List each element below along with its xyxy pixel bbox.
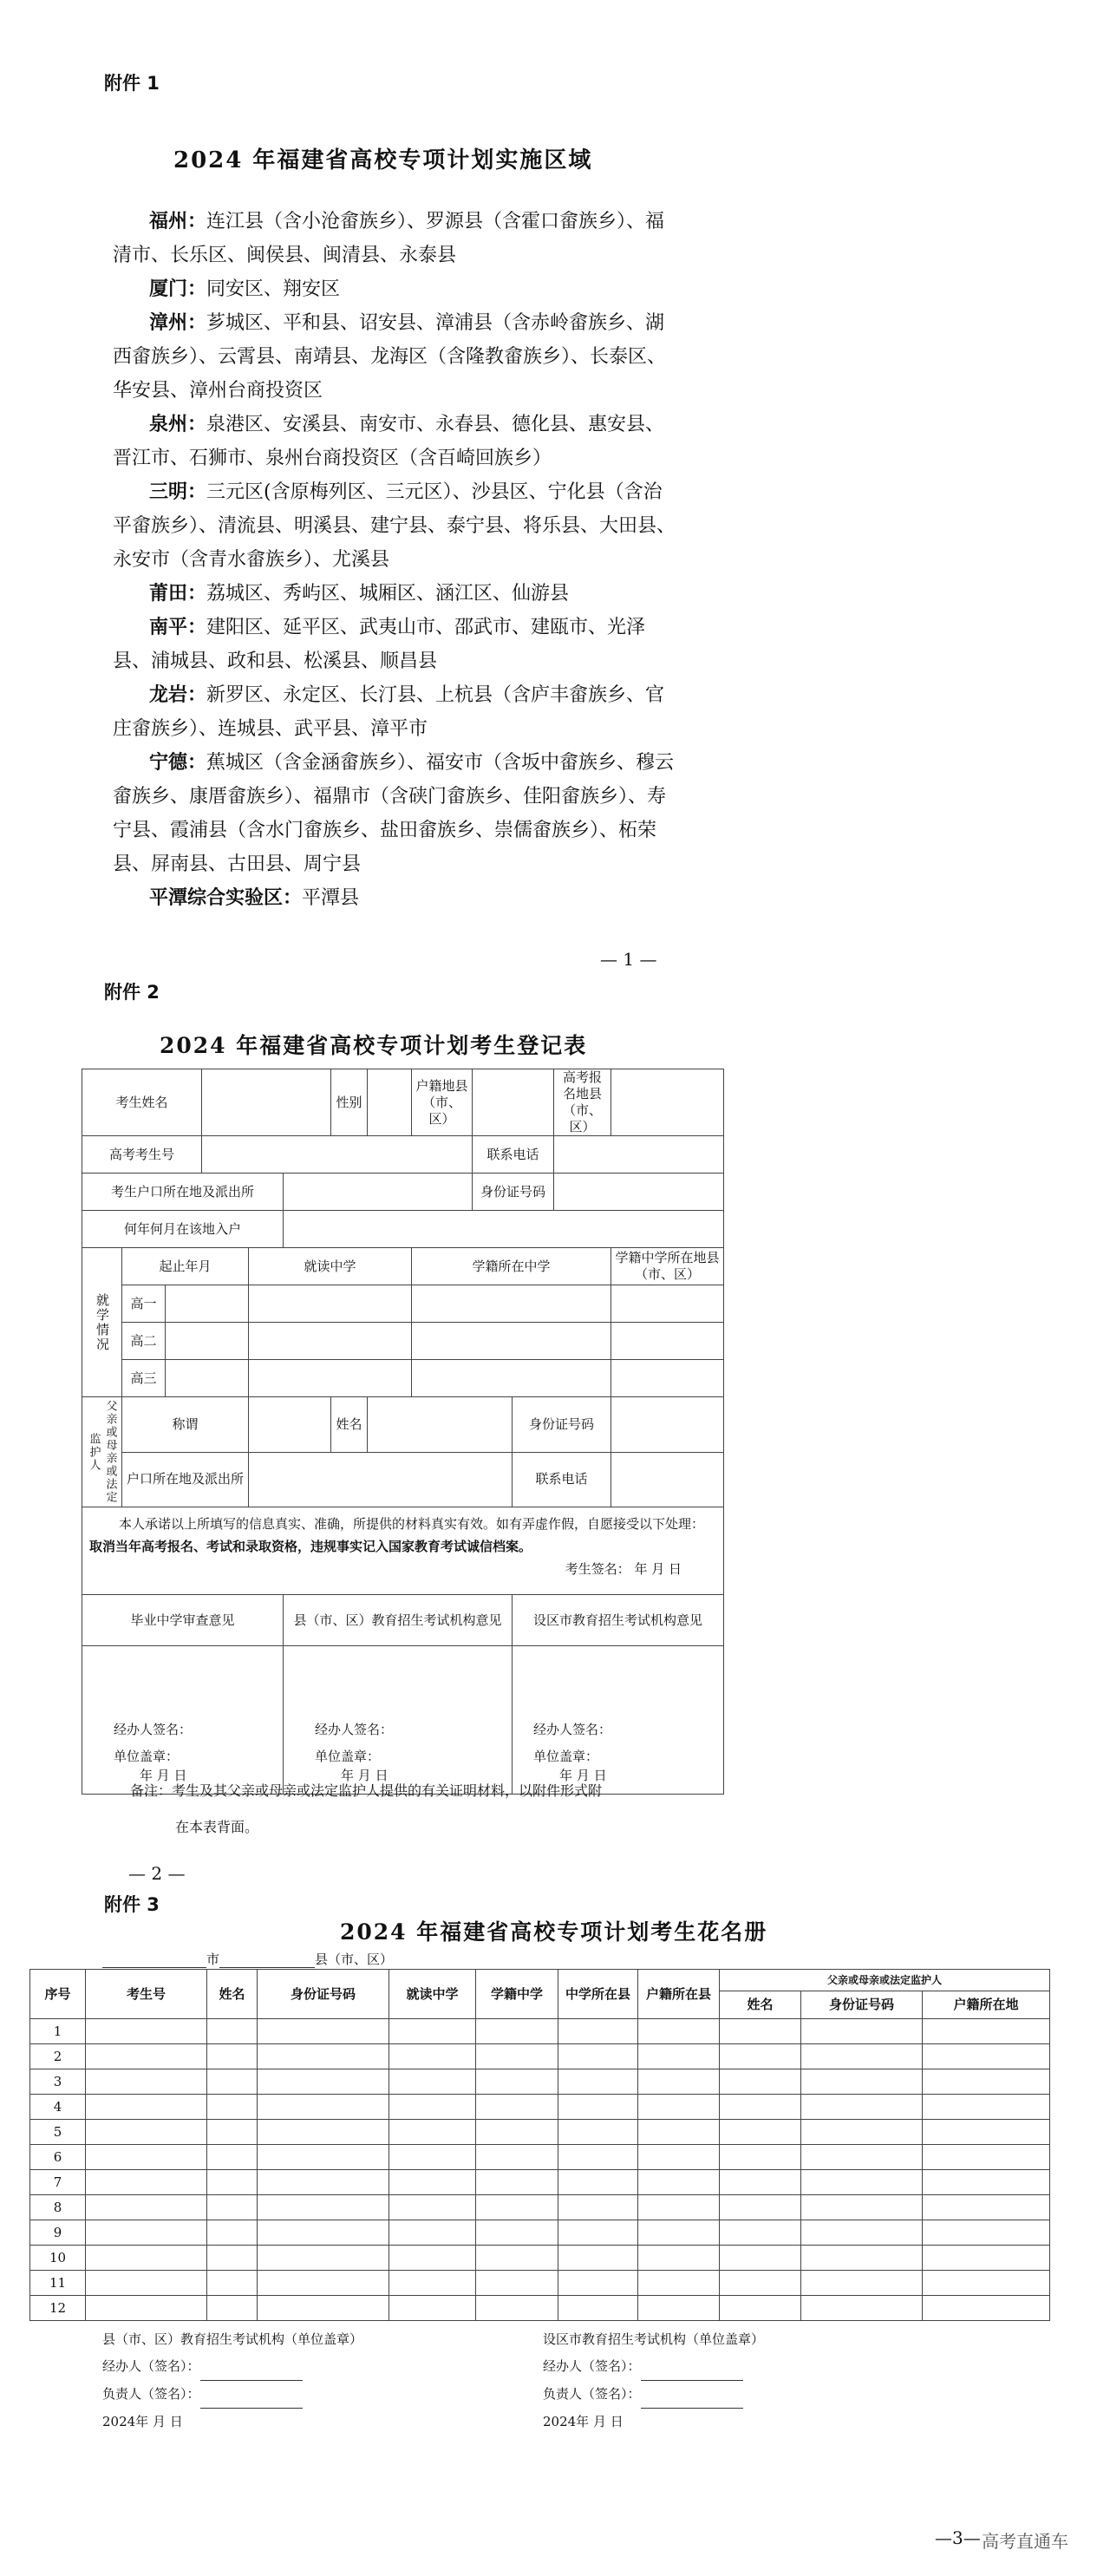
right-signature-block: [543, 2326, 764, 2435]
note-line-2: 在本表背面。: [175, 1819, 259, 1835]
roster-cell[interactable]: [801, 2220, 923, 2246]
pledge-cell: [82, 1507, 724, 1595]
opinion-county[interactable]: [284, 1646, 513, 1795]
roster-cell[interactable]: [207, 2095, 258, 2120]
date-county: 年 月 日: [341, 1768, 388, 1783]
region-text: 建阳区、延平区、武夷山市、邵武市、建瓯市、光泽县、浦城县、政和县、松溪县、顺昌县: [113, 617, 646, 672]
label-guardian-id: 身份证号码: [513, 1397, 611, 1453]
roster-cell[interactable]: [720, 2120, 801, 2145]
roster-cell[interactable]: [86, 2095, 207, 2120]
table-row: [30, 2145, 1050, 2170]
hdr-name: 姓名: [207, 1970, 258, 2019]
roster-cell[interactable]: [801, 2069, 923, 2095]
roster-cell[interactable]: [801, 2271, 923, 2296]
roster-cell[interactable]: [389, 2044, 476, 2069]
handler-sign-school: 经办人签名：: [114, 1722, 193, 1737]
input-period-2[interactable]: [166, 1323, 249, 1360]
roster-cell[interactable]: [558, 2271, 638, 2296]
opinion-city[interactable]: [513, 1646, 724, 1795]
roster-cell[interactable]: [476, 2220, 558, 2246]
roster-cell[interactable]: [389, 2095, 476, 2120]
roster-cell[interactable]: [86, 2069, 207, 2095]
roster-cell[interactable]: [389, 2170, 476, 2195]
label-moved-in: 何年何月在该地入户: [82, 1211, 284, 1248]
roster-cell[interactable]: [638, 2296, 720, 2321]
input-guardian-id[interactable]: [611, 1397, 724, 1453]
region-paragraph: [113, 577, 676, 611]
input-guardian-phone[interactable]: [611, 1452, 724, 1507]
region-paragraph: [113, 475, 676, 577]
roster-cell[interactable]: [258, 2271, 389, 2296]
region-text: 同安区、翔安区: [206, 278, 341, 300]
roster-cell[interactable]: [476, 2296, 558, 2321]
row-number: 11: [30, 2271, 86, 2296]
input-exam-no[interactable]: [202, 1136, 473, 1174]
region-paragraph: [113, 408, 676, 475]
city-blank[interactable]: [102, 1952, 206, 1968]
roster-cell[interactable]: [720, 2220, 801, 2246]
row-number: 9: [30, 2220, 86, 2246]
label-hukou-police: 考生户口所在地及派出所: [82, 1174, 284, 1211]
input-school-1[interactable]: [249, 1285, 412, 1323]
opinion-header-city: 设区市教育招生考试机构意见: [513, 1595, 724, 1646]
region-paragraph: [113, 306, 676, 408]
roster-cell[interactable]: [258, 2296, 389, 2321]
roster-cell[interactable]: [258, 2044, 389, 2069]
table-row: [30, 2019, 1050, 2044]
table-row: [30, 2044, 1050, 2069]
input-relation[interactable]: [249, 1397, 331, 1453]
table-row: [30, 2220, 1050, 2246]
roster-cell[interactable]: [801, 2120, 923, 2145]
roster-cell[interactable]: [389, 2220, 476, 2246]
roster-cell[interactable]: [801, 2145, 923, 2170]
region-list: [113, 205, 676, 915]
roster-cell[interactable]: [558, 2296, 638, 2321]
region-name: 福州：: [149, 211, 207, 232]
table-row: [30, 2170, 1050, 2195]
roster-cell[interactable]: [86, 2145, 207, 2170]
watermark-text: 高考直通车: [982, 2531, 1068, 2552]
region-paragraph: [113, 746, 676, 881]
row-number: 4: [30, 2095, 86, 2120]
date-school: 年 月 日: [140, 1768, 187, 1783]
roster-cell[interactable]: [801, 2044, 923, 2069]
roster-cell[interactable]: [923, 2170, 1050, 2195]
input-school-reg-3[interactable]: [412, 1360, 611, 1397]
roster-cell[interactable]: [86, 2246, 207, 2271]
row-number: 5: [30, 2120, 86, 2145]
right-handler-blank[interactable]: [641, 2353, 743, 2381]
input-period-3[interactable]: [166, 1360, 249, 1397]
roster-cell[interactable]: [207, 2296, 258, 2321]
roster-cell[interactable]: [389, 2271, 476, 2296]
roster-cell[interactable]: [923, 2095, 1050, 2120]
roster-cell[interactable]: [558, 2044, 638, 2069]
roster-cell[interactable]: [638, 2246, 720, 2271]
region-name: 厦门：: [149, 278, 207, 300]
hdr-exam-no: 考生号: [86, 1970, 207, 2019]
roster-cell[interactable]: [86, 2296, 207, 2321]
roster-cell[interactable]: [720, 2145, 801, 2170]
roster-cell[interactable]: [638, 2095, 720, 2120]
label-school-reg: 学籍所在中学: [412, 1248, 611, 1285]
roster-cell[interactable]: [923, 2044, 1050, 2069]
roster-cell[interactable]: [720, 2019, 801, 2044]
roster-cell[interactable]: [923, 2220, 1050, 2246]
roster-cell[interactable]: [389, 2145, 476, 2170]
right-org: 设区市教育招生考试机构（单位盖章）: [543, 2331, 765, 2347]
input-gender[interactable]: [368, 1069, 412, 1136]
row-number: 2: [30, 2044, 86, 2069]
roster-cell[interactable]: [638, 2019, 720, 2044]
region-text: 新罗区、永定区、长汀县、上杭县（含庐丰畲族乡、官庄畲族乡）、连城县、武平县、漳平市: [113, 684, 665, 740]
right-leader-label: 负责人（签名）：: [543, 2386, 641, 2402]
roster-region-line: [102, 1950, 393, 1968]
input-school-reg-2[interactable]: [412, 1323, 611, 1360]
input-school-county-3[interactable]: [611, 1360, 724, 1397]
region-name: 宁德：: [149, 752, 207, 774]
page3-title: 2024 年福建省高校专项计划考生花名册: [340, 1919, 768, 1945]
label-id-no: 身份证号码: [473, 1174, 554, 1211]
table-row: [30, 2195, 1050, 2220]
region-name: 莆田：: [149, 583, 207, 605]
roster-cell[interactable]: [389, 2296, 476, 2321]
form-note: [130, 1778, 694, 1840]
roster-cell[interactable]: [923, 2296, 1050, 2321]
roster-cell[interactable]: [638, 2044, 720, 2069]
table-row: [30, 2271, 1050, 2296]
left-handler-label: 经办人（签名）：: [102, 2358, 200, 2374]
date-city: 年 月 日: [559, 1768, 607, 1783]
label-gender: 性别: [331, 1069, 368, 1136]
roster-cell[interactable]: [258, 2220, 389, 2246]
region-paragraph: [113, 611, 676, 678]
roster-cell[interactable]: [638, 2271, 720, 2296]
label-exam-county: 高考报名地县（市、区）: [554, 1069, 611, 1136]
pledge-bold-text: 取消当年高考报名、考试和录取资格，违规事实记入国家教育考试诚信档案。: [89, 1539, 532, 1554]
region-paragraph: [113, 881, 676, 915]
roster-cell[interactable]: [558, 2095, 638, 2120]
label-relation: 称谓: [122, 1397, 249, 1453]
roster-cell[interactable]: [638, 2170, 720, 2195]
region-name: 泉州：: [149, 414, 207, 435]
table-row: [30, 2246, 1050, 2271]
roster-cell[interactable]: [558, 2246, 638, 2271]
input-hukou-county[interactable]: [473, 1069, 554, 1136]
roster-cell[interactable]: [207, 2271, 258, 2296]
region-name: 龙岩：: [149, 684, 207, 706]
roster-cell[interactable]: [801, 2246, 923, 2271]
handler-sign-city: 经办人签名：: [533, 1722, 612, 1737]
roster-cell[interactable]: [258, 2195, 389, 2220]
table-row: [30, 2120, 1050, 2145]
attachment-2-label: 附件 2: [104, 982, 160, 1003]
label-grade-1: 高一: [122, 1285, 166, 1323]
roster-cell[interactable]: [558, 2069, 638, 2095]
label-exam-no: 高考考生号: [82, 1136, 202, 1174]
label-hukou-county: 户籍地县（市、区）: [412, 1069, 473, 1136]
input-school-2[interactable]: [249, 1323, 412, 1360]
table-row: [30, 2069, 1050, 2095]
row-number: 8: [30, 2195, 86, 2220]
roster-cell[interactable]: [801, 2019, 923, 2044]
hdr-guardian-id: 身份证号码: [801, 1991, 923, 2019]
input-school-county-2[interactable]: [611, 1323, 724, 1360]
roster-cell[interactable]: [207, 2220, 258, 2246]
label-guardian-name: 姓名: [331, 1397, 368, 1453]
attachment-1-label: 附件 1: [104, 73, 160, 94]
roster-cell[interactable]: [207, 2170, 258, 2195]
roster-cell[interactable]: [476, 2170, 558, 2195]
roster-cell[interactable]: [923, 2069, 1050, 2095]
page1-title: 2024 年福建省高校专项计划实施区域: [173, 147, 593, 173]
roster-cell[interactable]: [207, 2069, 258, 2095]
roster-cell[interactable]: [923, 2145, 1050, 2170]
label-guardian: 父亲或母亲或法定监护人: [82, 1397, 122, 1507]
page-number-1: — 1 —: [600, 949, 657, 970]
region-text: 芗城区、平和县、诏安县、漳浦县（含赤岭畲族乡、湖西畲族乡）、云霄县、南靖县、龙海区（含隆教畲族乡）、长泰区、华安县、漳州台商投资区: [113, 312, 667, 402]
left-leader-blank[interactable]: [200, 2381, 303, 2409]
roster-cell[interactable]: [720, 2195, 801, 2220]
roster-cell[interactable]: [923, 2120, 1050, 2145]
left-signature-block: [102, 2326, 362, 2435]
roster-cell[interactable]: [638, 2220, 720, 2246]
roster-cell[interactable]: [86, 2044, 207, 2069]
region-name: 三明：: [149, 481, 207, 503]
seal-city: 单位盖章：: [533, 1749, 599, 1764]
roster-cell[interactable]: [389, 2195, 476, 2220]
page-number-3: —3—: [935, 2527, 981, 2548]
roster-cell[interactable]: [258, 2120, 389, 2145]
county-label: 县（市、区）: [315, 1952, 394, 1967]
roster-cell[interactable]: [86, 2019, 207, 2044]
label-grade-2: 高二: [122, 1323, 166, 1360]
region-text: 连江县（含小沧畲族乡）、罗源县（含霍口畲族乡）、福清市、长乐区、闽侯县、闽清县、永泰县: [113, 211, 665, 266]
roster-cell[interactable]: [720, 2170, 801, 2195]
hdr-hukou-county: 户籍所在县: [638, 1970, 720, 2019]
left-date: 2024年 月 日: [102, 2414, 183, 2429]
roster-cell[interactable]: [801, 2170, 923, 2195]
input-school-3[interactable]: [249, 1360, 412, 1397]
roster-cell[interactable]: [476, 2120, 558, 2145]
student-signature[interactable]: 考生签名： 年 月 日: [565, 1561, 682, 1577]
roster-cell[interactable]: [207, 2246, 258, 2271]
hdr-school-county: 中学所在县: [558, 1970, 638, 2019]
roster-cell[interactable]: [389, 2019, 476, 2044]
roster-cell[interactable]: [258, 2069, 389, 2095]
label-period: 起止年月: [122, 1248, 249, 1285]
roster-cell[interactable]: [638, 2195, 720, 2220]
label-guardian-phone: 联系电话: [513, 1452, 611, 1507]
roster-cell[interactable]: [207, 2120, 258, 2145]
label-school-county: 学籍中学所在地县（市、区）: [611, 1248, 724, 1285]
roster-cell[interactable]: [558, 2145, 638, 2170]
roster-cell[interactable]: [923, 2019, 1050, 2044]
right-date: 2024年 月 日: [543, 2414, 624, 2429]
roster-cell[interactable]: [638, 2145, 720, 2170]
roster-cell[interactable]: [207, 2195, 258, 2220]
roster-cell[interactable]: [476, 2095, 558, 2120]
hdr-seq: 序号: [30, 1970, 86, 2019]
pledge-text: 本人承诺以上所填写的信息真实、准确，所提供的材料真实有效。如有弄虚作假，自愿接受以下处理：: [119, 1516, 705, 1532]
roster-cell[interactable]: [207, 2044, 258, 2069]
input-moved-in[interactable]: [284, 1211, 724, 1248]
seal-school: 单位盖章：: [114, 1749, 180, 1764]
roster-cell[interactable]: [476, 2019, 558, 2044]
hdr-guardian-hukou: 户籍所在地: [923, 1991, 1050, 2019]
region-name: 漳州：: [149, 312, 207, 334]
input-id-no[interactable]: [554, 1174, 724, 1211]
roster-cell[interactable]: [258, 2246, 389, 2271]
label-phone: 联系电话: [473, 1136, 554, 1174]
roster-cell[interactable]: [258, 2145, 389, 2170]
input-guardian-hukou[interactable]: [249, 1452, 513, 1507]
opinion-header-county: 县（市、区）教育招生考试机构意见: [284, 1595, 513, 1646]
roster-cell[interactable]: [207, 2019, 258, 2044]
attachment-3-label: 附件 3: [104, 1894, 160, 1915]
roster-cell[interactable]: [558, 2195, 638, 2220]
note-line-1: 备注：考生及其父亲或母亲或法定监护人提供的有关证明材料，以附件形式附: [130, 1782, 603, 1799]
roster-cell[interactable]: [476, 2145, 558, 2170]
city-label: 市: [206, 1952, 220, 1967]
region-text: 荔城区、秀屿区、城厢区、涵江区、仙游县: [206, 583, 570, 605]
roster-cell[interactable]: [86, 2120, 207, 2145]
roster-cell[interactable]: [558, 2170, 638, 2195]
roster-cell[interactable]: [638, 2120, 720, 2145]
region-text: 泉港区、安溪县、南安市、永春县、德化县、惠安县、晋江市、石狮市、泉州台商投资区（含百崎回族乡）: [113, 414, 665, 469]
right-leader-blank[interactable]: [641, 2381, 743, 2409]
roster-cell[interactable]: [389, 2069, 476, 2095]
region-text: 平潭县: [302, 887, 360, 909]
row-number: 10: [30, 2246, 86, 2271]
roster-cell[interactable]: [86, 2170, 207, 2195]
roster-cell[interactable]: [801, 2296, 923, 2321]
roster-cell[interactable]: [258, 2019, 389, 2044]
roster-cell[interactable]: [720, 2296, 801, 2321]
row-number: 6: [30, 2145, 86, 2170]
roster-cell[interactable]: [207, 2145, 258, 2170]
label-name: 考生姓名: [82, 1069, 202, 1136]
roster-cell[interactable]: [476, 2195, 558, 2220]
roster-cell[interactable]: [638, 2069, 720, 2095]
roster-cell[interactable]: [86, 2220, 207, 2246]
region-name: 南平：: [149, 617, 207, 638]
region-paragraph: [113, 205, 676, 272]
region-text: 三元区(含原梅列区、三元区）、沙县区、宁化县（含治平畲族乡）、清流县、明溪县、建宁县、泰宁县、将乐县、大田县、永安市（含青水畲族乡）、尤溪县: [113, 481, 676, 571]
roster-cell[interactable]: [720, 2271, 801, 2296]
input-guardian-name[interactable]: [368, 1397, 513, 1453]
opinion-header-school: 毕业中学审查意见: [82, 1595, 284, 1646]
handler-sign-county: 经办人签名：: [315, 1722, 394, 1737]
label-study: 就学情况: [82, 1248, 122, 1397]
roster-cell[interactable]: [476, 2246, 558, 2271]
page2-title: 2024 年福建省高校专项计划考生登记表: [160, 1033, 588, 1058]
input-hukou-police[interactable]: [284, 1174, 473, 1211]
left-leader-label: 负责人（签名）：: [102, 2386, 200, 2402]
seal-county: 单位盖章：: [315, 1749, 381, 1764]
hdr-guardian: 父亲或母亲或法定监护人: [720, 1970, 1050, 1991]
table-row: [30, 2296, 1050, 2321]
input-period-1[interactable]: [166, 1285, 249, 1323]
row-number: 1: [30, 2019, 86, 2044]
roster-cell[interactable]: [720, 2069, 801, 2095]
roster-cell[interactable]: [558, 2120, 638, 2145]
roster-cell[interactable]: [389, 2120, 476, 2145]
page-number-2: — 2 —: [128, 1863, 186, 1884]
opinion-school[interactable]: [82, 1646, 284, 1795]
roster-table: [29, 1969, 1050, 2321]
label-guardian-hukou: 户口所在地及派出所: [122, 1452, 249, 1507]
input-school-reg-1[interactable]: [412, 1285, 611, 1323]
roster-cell[interactable]: [476, 2044, 558, 2069]
left-handler-blank[interactable]: [200, 2353, 303, 2381]
roster-cell[interactable]: [801, 2195, 923, 2220]
row-number: 12: [30, 2296, 86, 2321]
input-exam-county[interactable]: [611, 1069, 724, 1136]
left-org: 县（市、区）教育招生考试机构（单位盖章）: [102, 2331, 363, 2347]
region-text: 蕉城区（含金涵畲族乡）、福安市（含坂中畲族乡、穆云畲族乡、康厝畲族乡）、福鼎市（含硖门畲族乡、佳阳畲族乡）、寿宁县、霞浦县（含水门畲族乡、盐田畲族乡、崇儒畲族乡）、柘荣县、屏南县、古田县、周宁县: [113, 752, 675, 875]
roster-cell[interactable]: [558, 2019, 638, 2044]
roster-cell[interactable]: [801, 2095, 923, 2120]
region-paragraph: [113, 678, 676, 746]
input-phone[interactable]: [554, 1136, 724, 1174]
roster-cell[interactable]: [476, 2271, 558, 2296]
hdr-school: 就读中学: [389, 1970, 476, 2019]
region-paragraph: [113, 272, 676, 306]
roster-cell[interactable]: [258, 2095, 389, 2120]
row-number: 3: [30, 2069, 86, 2095]
roster-cell[interactable]: [558, 2220, 638, 2246]
hdr-school-reg: 学籍中学: [476, 1970, 558, 2019]
roster-cell[interactable]: [476, 2069, 558, 2095]
roster-cell[interactable]: [720, 2095, 801, 2120]
region-name: 平潭综合实验区：: [149, 887, 303, 909]
roster-cell[interactable]: [258, 2170, 389, 2195]
roster-cell[interactable]: [389, 2246, 476, 2271]
roster-cell[interactable]: [720, 2044, 801, 2069]
input-school-county-1[interactable]: [611, 1285, 724, 1323]
row-number: 7: [30, 2170, 86, 2195]
right-handler-label: 经办人（签名）：: [543, 2358, 641, 2374]
hdr-guardian-name: 姓名: [720, 1991, 801, 2019]
input-name[interactable]: [202, 1069, 331, 1136]
label-school: 就读中学: [249, 1248, 412, 1285]
roster-cell[interactable]: [923, 2271, 1050, 2296]
roster-cell[interactable]: [923, 2195, 1050, 2220]
roster-cell[interactable]: [86, 2271, 207, 2296]
table-row: [30, 2095, 1050, 2120]
registration-form: [82, 1069, 724, 1795]
hdr-id: 身份证号码: [258, 1970, 389, 2019]
roster-cell[interactable]: [86, 2195, 207, 2220]
roster-cell[interactable]: [923, 2246, 1050, 2271]
roster-cell[interactable]: [720, 2246, 801, 2271]
county-blank[interactable]: [219, 1952, 315, 1968]
label-grade-3: 高三: [122, 1360, 166, 1397]
